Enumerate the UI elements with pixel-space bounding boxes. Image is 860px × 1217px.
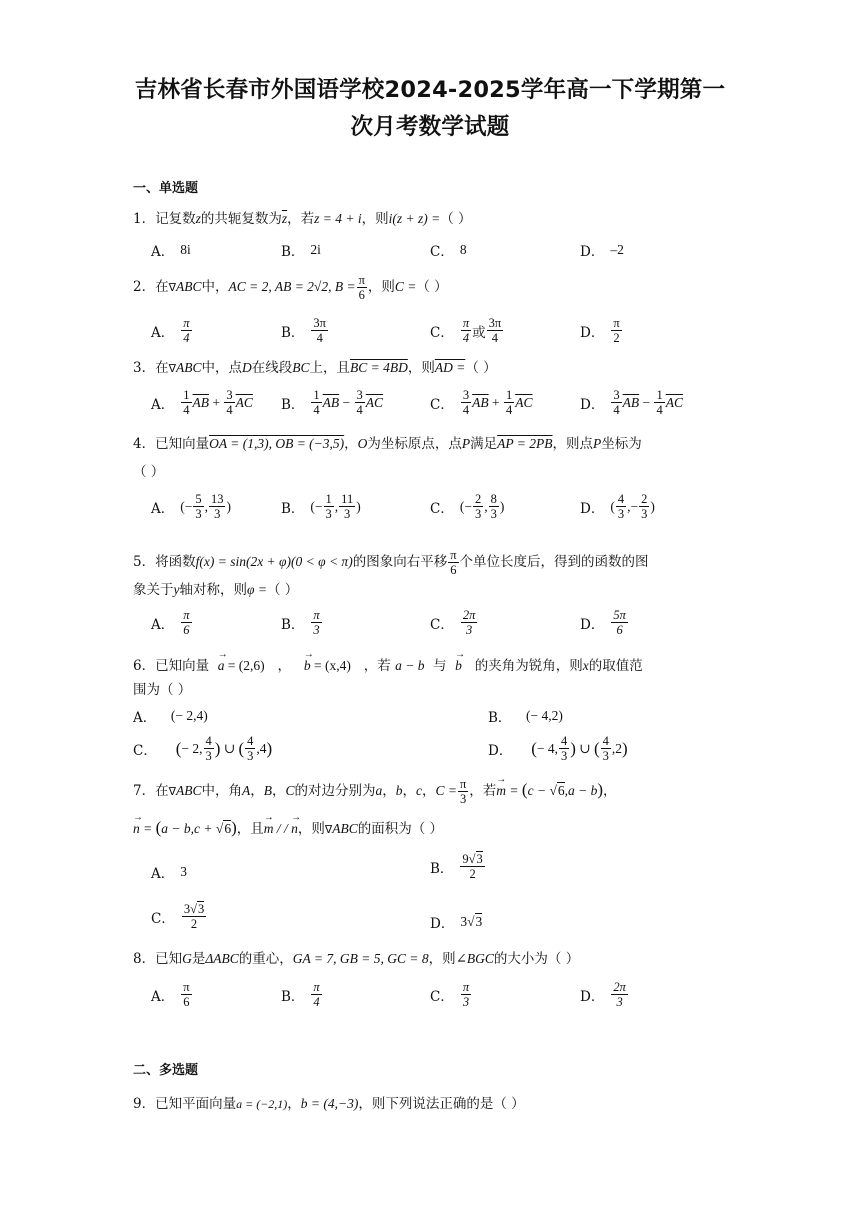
option-c[interactable]: C． $\frac{\pi}{3}$ xyxy=(430,980,470,1009)
question-8-options xyxy=(0,980,860,1020)
option-c[interactable]: C． $\frac{3√3}{2}$ xyxy=(151,902,205,931)
option-d[interactable]: D． ( − 4, $\frac{4}{3}$ ) ∪ ( $\frac{4}{3}$ ,2 ) xyxy=(488,734,628,763)
question-4: 4．已知向量OA = (1,3), OB = (−3,5)，O为坐标原点，点P满足AP = 2PB，则点P坐标为 xyxy=(133,436,642,452)
option-b[interactable]: B． $\frac{\pi}{4}$ xyxy=(281,980,320,1009)
question-4-options xyxy=(0,492,860,532)
option-a[interactable]: A． 3 xyxy=(151,864,187,882)
page-title: 吉林省长春市外国语学校2024-2025学年高一下学期第一 次月考数学试题 xyxy=(134,77,726,140)
option-b[interactable]: B． (− $\frac{1}{3}$ , $\frac{11}{3}$ ) xyxy=(281,492,361,521)
question-7-options-row2 xyxy=(0,902,860,952)
option-d[interactable]: D． ( $\frac{4}{3}$ ,− $\frac{2}{3}$ ) xyxy=(580,492,655,521)
option-c[interactable]: C． $\frac{\pi}{4}$ 或 $\frac{3\pi}{4}$ xyxy=(430,316,502,345)
question-8: 8．已知G是ΔABC的重心，GA = 7, GB = 5, GC = 8，则∠BGC的大小为（ ） xyxy=(133,951,580,967)
option-a[interactable]: A． $\frac{\pi}{4}$ xyxy=(151,316,190,345)
question-4-cont: （ ） xyxy=(133,464,165,480)
question-7-cont: → n = (a − b,c + √6)，且→ m / / → n，则∇ABC的面积为（ ） xyxy=(133,818,733,840)
question-7: 7．在∇ABC中，角A，B，C的对边分别为a，b，c，C = $\frac{\pi}{3}$ ，若→ m = (c − √6,a − b)， xyxy=(133,776,733,806)
option-b[interactable]: B． 2i xyxy=(281,242,321,260)
option-a[interactable]: A． $\frac{\pi}{6}$ xyxy=(151,608,190,637)
question-5-options xyxy=(0,608,860,648)
option-d[interactable]: D． –2 xyxy=(580,242,624,260)
option-a[interactable]: A． (− 2,4) xyxy=(133,708,208,726)
option-c[interactable]: C． ( − 2, $\frac{4}{3}$ ) ∪ ( $\frac{4}{3}$ ,4 ) xyxy=(133,734,273,763)
section-multi-choice: 二、多选题 xyxy=(133,1063,199,1078)
section-single-choice: 一、单选题 xyxy=(133,181,199,196)
question-5-cont: 象关于y轴对称，则φ =（ ） xyxy=(133,582,299,598)
question-5: 5．将函数f(x) = sin(2x + φ)(0 < φ < π)的图象向右平移 $\frac{\pi}{6}$ 个单位长度后，得到的函数的图 xyxy=(133,548,649,577)
question-3: 3．在∇ABC中，点D在线段BC上，且BC = 4BD，则AD =（ ） xyxy=(133,360,497,376)
option-b[interactable]: B． (− 4,2) xyxy=(488,708,563,726)
option-d[interactable]: D． $\frac{2\pi}{3}$ xyxy=(580,980,626,1009)
option-c[interactable]: C． 8 xyxy=(430,242,467,260)
question-2: 2．在∇ABC中，AC = 2, AB = 2√2, B = $\frac{\pi}{6}$ ，则C =（ ） xyxy=(133,273,448,302)
option-a[interactable]: A． (− $\frac{5}{3}$ , $\frac{13}{3}$ ) xyxy=(151,492,231,521)
option-b[interactable]: B． $\frac{\pi}{3}$ xyxy=(281,608,320,637)
question-7-options-row1 xyxy=(0,852,860,902)
option-a[interactable]: A． 8i xyxy=(151,242,191,260)
question-1: 1．记复数z的共轭复数为$\overline{z}$，若z = 4 + i，则i(z + z) =（ ） xyxy=(133,211,472,227)
question-6-options-row2 xyxy=(0,734,860,774)
option-c[interactable]: C． $\frac{2\pi}{3}$ xyxy=(430,608,476,637)
option-a[interactable]: A． $\frac{\pi}{6}$ xyxy=(151,980,190,1009)
question-6-cont: 围为（ ） xyxy=(133,682,192,698)
question-2-options xyxy=(0,316,860,356)
option-d[interactable]: D． $\frac{\pi}{2}$ xyxy=(580,316,620,345)
option-d[interactable]: D． $\frac{3}{4}$ $\overline{AB}$ − $\frac{1}{4}$ $\overline{AC}$ xyxy=(580,388,683,417)
option-d[interactable]: D． 3 √3 xyxy=(430,914,483,932)
option-b[interactable]: B． $\frac{1}{4}$ $\overline{AB}$ − $\frac{3}{4}$ $\overline{AC}$ xyxy=(281,388,384,417)
option-a[interactable]: A． $\frac{1}{4}$ $\overline{AB}$ + $\frac{3}{4}$ $\overline{AC}$ xyxy=(151,388,253,417)
question-6: 6．已知向量 → a = (2,6) ， → b = (x,4) ，若 a − b 与 → b 的夹角为锐角，则x的取值范 xyxy=(133,656,733,676)
question-9: 9．已知平面向量a = (−2,1)，b = (4,−3)，则下列说法正确的是（ ） xyxy=(133,1096,525,1112)
option-b[interactable]: B． $\frac{3\pi}{4}$ xyxy=(281,316,326,345)
option-d[interactable]: D． $\frac{5\pi}{6}$ xyxy=(580,608,626,637)
option-c[interactable]: C． $\frac{3}{4}$ $\overline{AB}$ + $\frac{1}{4}$ $\overline{AC}$ xyxy=(430,388,533,417)
option-b[interactable]: B． $\frac{9√3}{2}$ xyxy=(430,852,483,881)
question-3-options xyxy=(0,388,860,428)
option-c[interactable]: C． (− $\frac{2}{3}$ , $\frac{8}{3}$ ) xyxy=(430,492,505,521)
